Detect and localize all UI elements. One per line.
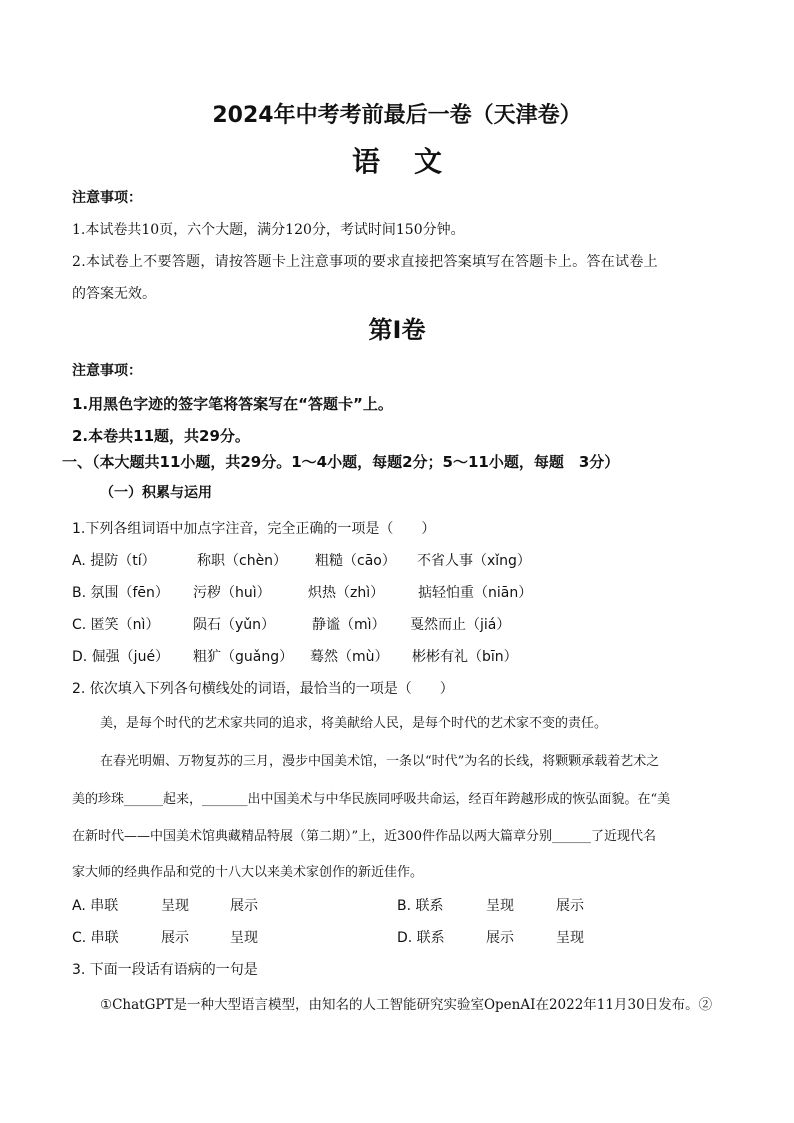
section-heading: 一、（本大题共11小题，共29分。1～4小题，每题2分；5～11小题，每题 3分） bbox=[62, 453, 620, 471]
q1-option-c-4: 戛然而止（jiá） bbox=[410, 617, 511, 633]
notice-label: 注意事项： bbox=[72, 190, 142, 206]
q3-passage-1: ①ChatGPT是一种大型语言模型，由知名的人工智能研究实验室OpenAI在2022年11月30日发布。② bbox=[100, 997, 713, 1013]
notice2-item-1: 1.用黑色字迹的签字笔将答案写在“答题卡”上。 bbox=[72, 395, 393, 413]
q2-option-d-3: 呈现 bbox=[556, 930, 584, 946]
subject-title: 语文 bbox=[351, 145, 476, 178]
q1-option-a-2: 称职（chèn） bbox=[197, 553, 288, 569]
question-1-stem: 1.下列各组词语中加点字注音，完全正确的一项是（ ） bbox=[72, 521, 436, 537]
q1-option-b-1: B. 氛围（fēn） bbox=[72, 585, 169, 601]
q1-option-a-4: 不省人事（xǐng） bbox=[417, 553, 531, 569]
q2-passage-1: 美，是每个时代的艺术家共同的追求，将美献给人民，是每个时代的艺术家不变的责任。 bbox=[100, 716, 608, 731]
q2-passage-2-line-4: 家大师的经典作品和党的十八大以来美术家创作的新近佳作。 bbox=[72, 865, 424, 880]
q2-option-c-2: 展示 bbox=[161, 930, 189, 946]
exam-title: 2024年中考考前最后一卷（天津卷） bbox=[212, 103, 582, 128]
q1-option-d-3: 蓦然（mù） bbox=[310, 649, 389, 665]
q2-passage-2-line-2: 美的珍珠______起来，_______出中国美术与中华民族同呼吸共命运，经百年跨越形成的恢弘面貌。在“美 bbox=[72, 792, 671, 807]
q1-option-c-1: C. 匿笑（nì） bbox=[72, 617, 160, 633]
q1-option-b-2: 污秽（huì） bbox=[193, 585, 271, 601]
q1-option-c-2: 陨石（yǔn） bbox=[193, 617, 276, 633]
q2-option-c-1: C. 串联 bbox=[72, 930, 119, 946]
notice-item-1: 1.本试卷共10页，六个大题，满分120分，考试时间150分钟。 bbox=[72, 222, 465, 238]
q1-option-d-4: 彬彬有礼（bīn） bbox=[412, 649, 518, 665]
q2-option-a-1: A. 串联 bbox=[72, 898, 119, 914]
q1-option-b-4: 掂轻怕重（niān） bbox=[418, 585, 533, 601]
notice-label-2: 注意事项： bbox=[72, 363, 142, 379]
volume-title: 第I卷 bbox=[368, 316, 426, 344]
question-3-stem: 3. 下面一段话有语病的一句是 bbox=[72, 962, 258, 978]
q2-passage-2-line-1: 在春光明媚、万物复苏的三月，漫步中国美术馆，一条以“时代”为名的长线，将颗颗承载着艺术之 bbox=[100, 754, 660, 769]
q2-option-c-3: 呈现 bbox=[230, 930, 258, 946]
q2-option-b-3: 展示 bbox=[556, 898, 584, 914]
q1-option-d-2: 粗犷（guǎng） bbox=[193, 649, 294, 665]
q2-option-d-2: 展示 bbox=[486, 930, 514, 946]
q1-option-a-3: 粗糙（cāo） bbox=[315, 553, 396, 569]
notice2-item-2: 2.本卷共11题，共29分。 bbox=[72, 427, 250, 445]
q2-option-b-1: B. 联系 bbox=[397, 898, 444, 914]
q2-option-b-2: 呈现 bbox=[486, 898, 514, 914]
notice-item-2-line-1: 2.本试卷上不要答题，请按答题卡上注意事项的要求直接把答案填写在答题卡上。答在试卷上 bbox=[72, 254, 658, 270]
notice-item-2-line-2: 的答案无效。 bbox=[72, 286, 156, 302]
q2-option-a-2: 呈现 bbox=[161, 898, 189, 914]
q2-option-a-3: 展示 bbox=[230, 898, 258, 914]
q1-option-b-3: 炽热（zhì） bbox=[308, 585, 385, 601]
q1-option-d-1: D. 倔强（jué） bbox=[72, 649, 170, 665]
q1-option-c-3: 静谧（mì） bbox=[312, 617, 386, 633]
q2-passage-2-line-3: 在新时代——中国美术馆典藏精品特展（第二期）”上，近300件作品以两大篇章分别______了近现代名 bbox=[72, 829, 656, 844]
sub-section-heading: （一）积累与运用 bbox=[100, 485, 212, 501]
q2-option-d-1: D. 联系 bbox=[397, 930, 445, 946]
question-2-stem: 2. 依次填入下列各句横线处的词语，最恰当的一项是（ ） bbox=[72, 681, 454, 697]
q1-option-a-1: A. 提防（tí） bbox=[72, 553, 156, 569]
